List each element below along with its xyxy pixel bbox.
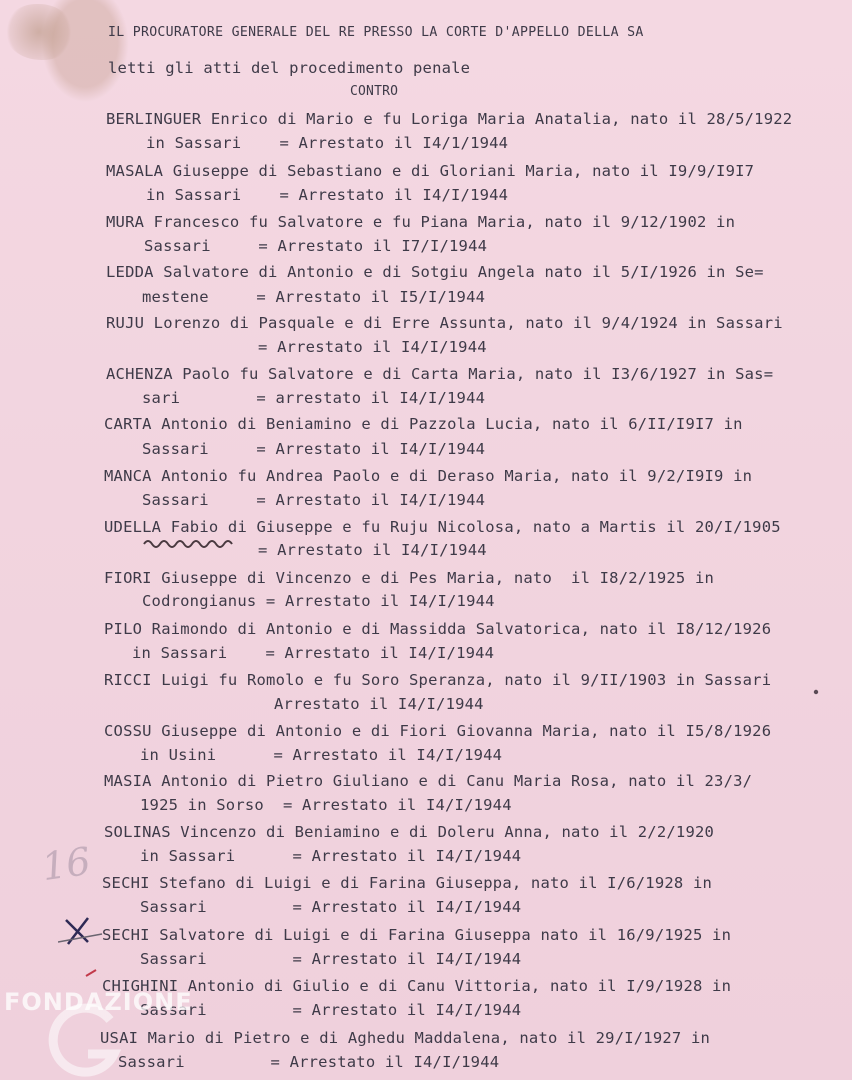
defendant-line: RICCI Luigi fu Romolo e fu Soro Speranza, nato il 9/II/1903 in Sassari <box>104 671 772 689</box>
defendant-line: RUJU Lorenzo di Pasquale e di Erre Assunta, nato il 9/4/1924 in Sassari <box>106 314 783 332</box>
defendant-line: SECHI Stefano di Luigi e di Farina Giuseppa, nato il I/6/1928 in <box>102 874 713 892</box>
defendant-line: PILO Raimondo di Antonio e di Massidda Salvatorica, nato il I8/12/1926 <box>104 620 772 638</box>
arrest-line: in Sassari = Arrestato il I4/I/1944 <box>140 847 522 865</box>
arrest-line: in Sassari = Arrestato il I4/I/1944 <box>146 186 509 204</box>
defendant-line: SOLINAS Vincenzo di Beniamino e di Doleru Anna, nato il 2/2/1920 <box>104 823 715 841</box>
contro-heading: CONTRO <box>350 84 399 99</box>
defendant-line: BERLINGUER Enrico di Mario e fu Loriga Maria Anatalia, nato il 28/5/1922 <box>106 110 793 128</box>
defendant-line: ACHENZA Paolo fu Salvatore e di Carta Maria, nato il I3/6/1927 in Sas= <box>106 365 774 383</box>
defendant-line: MANCA Antonio fu Andrea Paolo e di Deraso Maria, nato il 9/2/I9I9 in <box>104 467 753 485</box>
arrest-line: = Arrestato il I4/I/1944 <box>258 541 487 559</box>
handwritten-cross-mark <box>58 914 104 948</box>
arrest-line: in Sassari = Arrestato il I4/1/1944 <box>146 134 509 152</box>
red-pencil-mark <box>84 966 98 980</box>
arrest-line: Sassari = Arrestato il I4/I/1944 <box>142 440 486 458</box>
arrest-line: sari = arrestato il I4/I/1944 <box>142 389 486 407</box>
arrest-line: in Sassari = Arrestato il I4/I/1944 <box>132 644 495 662</box>
watermark-text: FONDAZIONE <box>4 988 193 1016</box>
watermark-logo <box>40 1000 126 1080</box>
intro-line: letti gli atti del procedimento penale <box>108 59 471 77</box>
arrest-line: Sassari = Arrestato il I4/I/1944 <box>140 898 522 916</box>
defendant-line: UDELLA Fabio di Giuseppe e fu Ruju Nicolosa, nato a Martis il 20/I/1905 <box>104 518 781 536</box>
defendant-line: LEDDA Salvatore di Antonio e di Sotgiu Angela nato il 5/I/1926 in Se= <box>106 263 764 281</box>
arrest-line: Sassari = Arrestato il I4/I/1944 <box>118 1053 500 1071</box>
arrest-line: mestene = Arrestato il I5/I/1944 <box>142 288 486 306</box>
arrest-line: 1925 in Sorso = Arrestato il I4/I/1944 <box>140 796 512 814</box>
paper-stain <box>4 4 74 60</box>
arrest-line: Arrestato il I4/I/1944 <box>274 695 484 713</box>
ink-speck <box>810 686 822 698</box>
defendant-line: FIORI Giuseppe di Vincenzo e di Pes Maria, nato il I8/2/1925 in <box>104 569 715 587</box>
arrest-line: Sassari = Arrestato il I4/I/1944 <box>140 950 522 968</box>
defendant-line: CHIGHINI Antonio di Giulio e di Canu Vittoria, nato il I/9/1928 in <box>102 977 732 995</box>
defendant-line: COSSU Giuseppe di Antonio e di Fiori Giovanna Maria, nato il I5/8/1926 <box>104 722 772 740</box>
arrest-line: Codrongianus = Arrestato il I4/I/1944 <box>142 592 495 610</box>
defendant-line: USAI Mario di Pietro e di Aghedu Maddalena, nato il 29/I/1927 in <box>100 1029 711 1047</box>
defendant-line: SECHI Salvatore di Luigi e di Farina Giuseppa nato il 16/9/1925 in <box>102 926 732 944</box>
document-header: IL PROCURATORE GENERALE DEL RE PRESSO LA CORTE D'APPELLO DELLA SA <box>108 25 644 40</box>
defendant-line: MASIA Antonio di Pietro Giuliano e di Canu Maria Rosa, nato il 23/3/ <box>104 772 753 790</box>
scribbled-out-text <box>142 535 242 551</box>
arrest-line: = Arrestato il I4/I/1944 <box>258 338 487 356</box>
defendant-line: CARTA Antonio di Beniamino e di Pazzola Lucia, nato il 6/II/I9I7 in <box>104 415 743 433</box>
arrest-line: Sassari = Arrestato il I4/I/1944 <box>142 491 486 509</box>
margin-note: 16 <box>39 838 94 890</box>
defendant-line: MURA Francesco fu Salvatore e fu Piana Maria, nato il 9/12/1902 in <box>106 213 736 231</box>
arrest-line: in Usini = Arrestato il I4/I/1944 <box>140 746 503 764</box>
arrest-line: Sassari = Arrestato il I7/I/1944 <box>144 237 488 255</box>
arrest-line: Sassari = Arrestato il I4/I/1944 <box>140 1001 522 1019</box>
defendant-line: MASALA Giuseppe di Sebastiano e di Gloriani Maria, nato il I9/9/I9I7 <box>106 162 755 180</box>
